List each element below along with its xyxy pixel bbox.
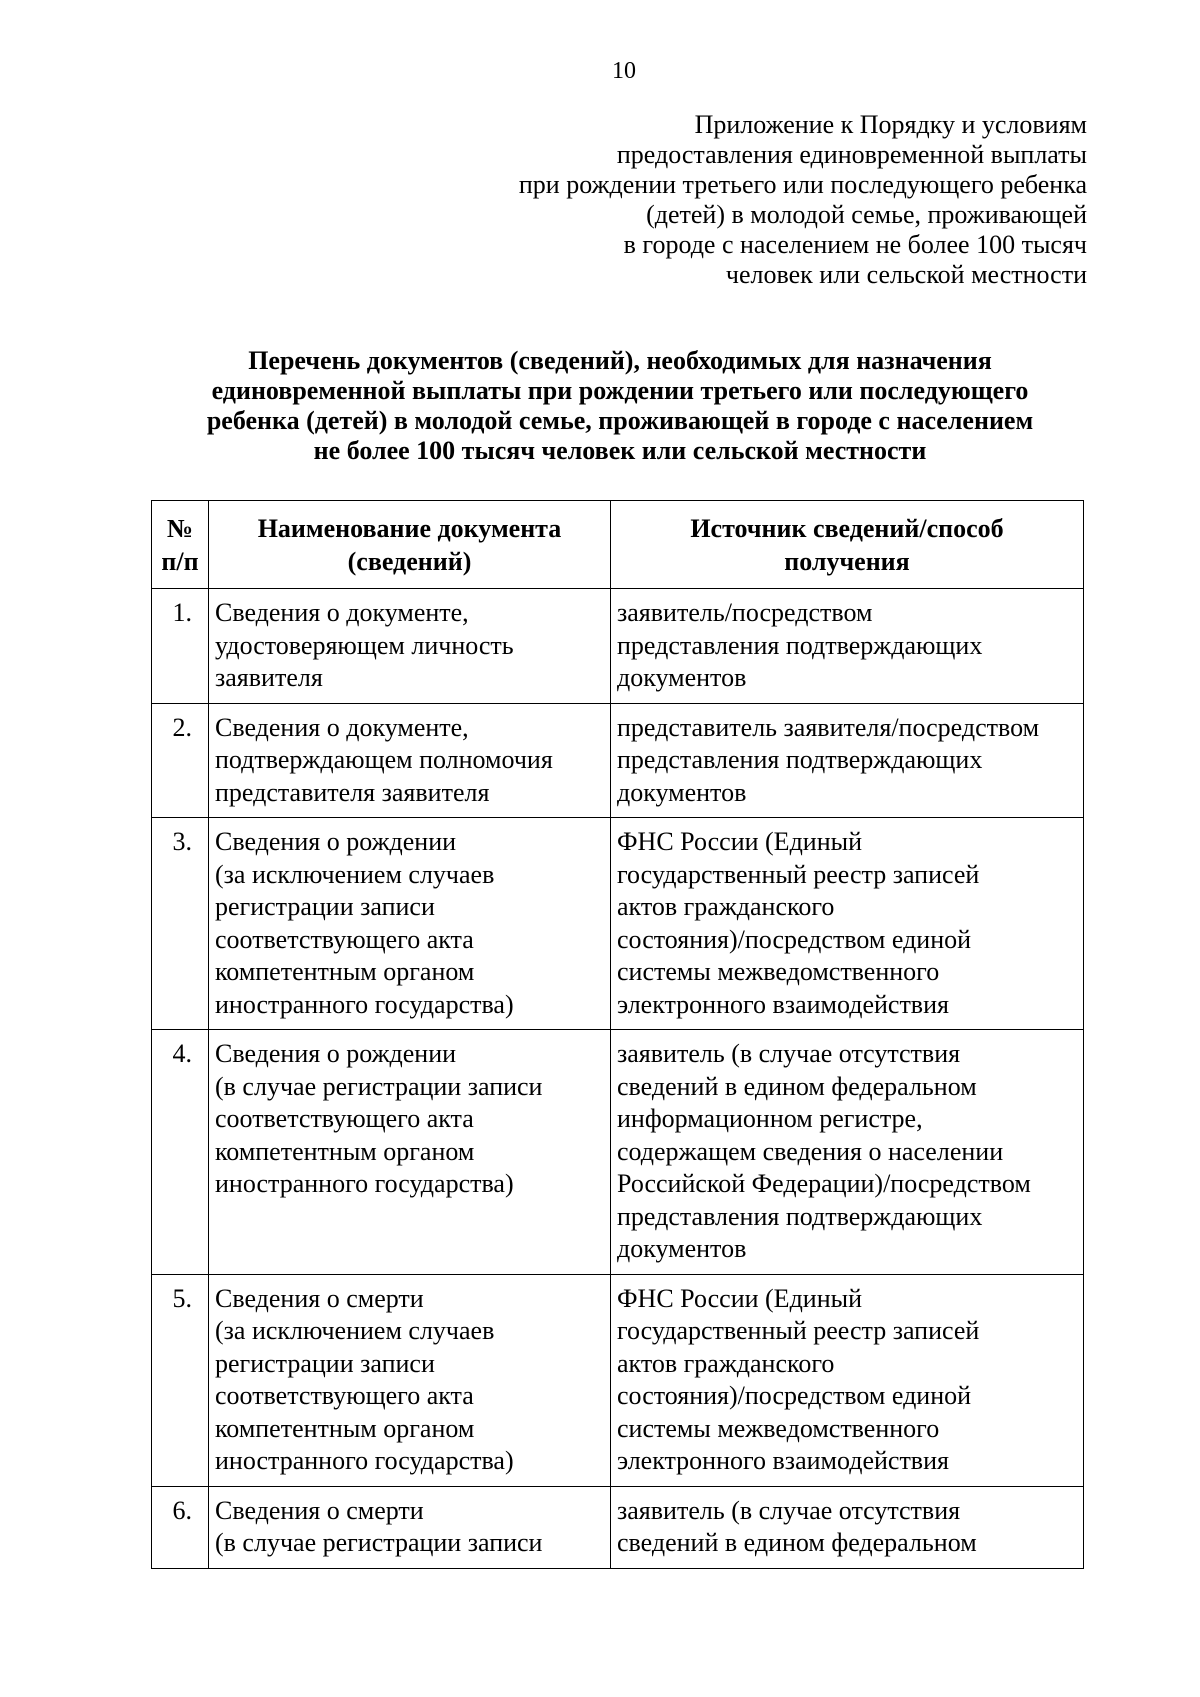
document-name-line: удостоверяющем личность (215, 630, 514, 660)
row-number: 4. (152, 1030, 209, 1275)
source-cell (611, 589, 1084, 704)
document-name-cell (209, 589, 611, 704)
source-cell (611, 1030, 1084, 1275)
document-name-line: Сведения о документе, (215, 712, 469, 742)
header-document-name: Наименование документа (сведений) (209, 501, 611, 589)
document-name-line: Сведения о рождении (215, 1039, 457, 1068)
table-row (152, 1274, 1084, 1486)
document-name-line: Сведения о смерти (215, 1495, 424, 1525)
source-line: содержащем сведения о населении (617, 1136, 1004, 1166)
appendix-line: предоставления единовременной выплаты (616, 140, 1087, 169)
document-name-line: соответствующего акта (215, 1381, 474, 1410)
source-cell (611, 818, 1084, 1030)
source-line: заявитель/посредством (617, 598, 873, 627)
appendix-line: (детей) в молодой семье, проживающей (646, 200, 1087, 229)
document-name-line: иностранного государства) (215, 989, 514, 1019)
source-line: государственный реестр записей (617, 859, 980, 889)
document-name-line: (за исключением случаев (215, 859, 495, 889)
source-line: ФНС России (Единый (617, 827, 863, 856)
appendix-line: Приложение к Порядку и условиям (694, 110, 1087, 139)
table-header-row (152, 501, 1084, 589)
document-name-line: компетентным органом (215, 1136, 475, 1166)
appendix-line: человек или сельской местности (725, 260, 1087, 289)
source-cell (611, 1486, 1084, 1568)
row-number: 1. (152, 589, 209, 704)
document-name-line: (в случае регистрации записи (215, 1071, 543, 1101)
page-number: 10 (612, 58, 636, 84)
table-row (152, 589, 1084, 704)
table-row (152, 818, 1084, 1030)
document-name-line: (в случае регистрации записи (215, 1528, 543, 1557)
document-name-line: Сведения о документе, (215, 598, 469, 627)
document-name-cell (209, 818, 611, 1030)
source-line: состояния)/посредством единой (617, 1381, 972, 1410)
title-line: Перечень документов (сведений), необходимых для назначения (248, 346, 992, 375)
document-name-cell (209, 703, 611, 818)
source-line: сведений в едином федеральном (617, 1528, 977, 1557)
row-number: 5. (152, 1274, 209, 1486)
document-name-line: Сведения о рождении (215, 827, 457, 856)
document-name-cell (209, 1486, 611, 1568)
document-name-line: заявителя (215, 663, 323, 692)
source-line: документов (617, 663, 747, 692)
document-name-cell (209, 1030, 611, 1275)
document-name-line: соответствующего акта (215, 1104, 474, 1133)
document-name-line: соответствующего акта (215, 924, 474, 954)
document-name-line: регистрации записи (215, 1348, 435, 1378)
title-line: единовременной выплаты при рождении третьего или последующего (211, 376, 1029, 405)
document-name-line: компетентным органом (215, 957, 475, 986)
row-number: 3. (152, 818, 209, 1030)
document-name-line: подтверждающем полномочия (215, 745, 553, 774)
source-line: документов (617, 1234, 747, 1263)
source-line: представления подтверждающих (617, 1201, 983, 1231)
source-line: представления подтверждающих (617, 745, 983, 774)
source-line: представления подтверждающих (617, 630, 983, 660)
source-line: информационном регистре, (617, 1104, 923, 1133)
document-name-cell (209, 1274, 611, 1486)
source-line: электронного взаимодействия (617, 1446, 949, 1475)
source-line: Российской Федерации)/посредством (617, 1169, 1031, 1198)
header-number: № п/п (152, 501, 209, 589)
appendix-caption (519, 110, 1087, 290)
table-row (152, 1030, 1084, 1275)
row-number: 6. (152, 1486, 209, 1568)
appendix-line: в городе с населением не более 100 тысяч (623, 230, 1087, 259)
table-row (152, 703, 1084, 818)
source-line: сведений в едином федеральном (617, 1071, 977, 1101)
source-line: актов гражданского (617, 892, 835, 921)
source-line: заявитель (в случае отсутствия (617, 1039, 961, 1068)
row-number: 2. (152, 703, 209, 818)
documents-table (151, 500, 1084, 1569)
title-line: ребенка (детей) в молодой семье, проживающей в городе с населением (206, 406, 1034, 435)
header-source: Источник сведений/способ получения (611, 501, 1084, 589)
source-cell (611, 703, 1084, 818)
source-line: заявитель (в случае отсутствия (617, 1495, 961, 1525)
source-line: системы межведомственного (617, 957, 940, 986)
title-line: не более 100 тысяч человек или сельской местности (313, 436, 927, 465)
appendix-line: при рождении третьего или последующего ребенка (518, 170, 1087, 199)
document-name-line: иностранного государства) (215, 1169, 514, 1198)
source-cell (611, 1274, 1084, 1486)
source-line: электронного взаимодействия (617, 989, 949, 1019)
source-line: государственный реестр записей (617, 1316, 980, 1345)
source-line: ФНС России (Единый (617, 1283, 863, 1313)
document-name-line: регистрации записи (215, 892, 435, 921)
source-line: документов (617, 777, 747, 807)
source-line: системы межведомственного (617, 1413, 940, 1443)
document-title (150, 346, 1090, 466)
document-name-line: иностранного государства) (215, 1446, 514, 1475)
document-name-line: компетентным органом (215, 1413, 475, 1443)
document-name-line: (за исключением случаев (215, 1316, 495, 1345)
table-row (152, 1486, 1084, 1568)
document-name-line: представителя заявителя (215, 777, 490, 807)
source-line: актов гражданского (617, 1348, 835, 1378)
source-line: представитель заявителя/посредством (617, 712, 1040, 742)
document-name-line: Сведения о смерти (215, 1283, 424, 1313)
source-line: состояния)/посредством единой (617, 924, 972, 954)
